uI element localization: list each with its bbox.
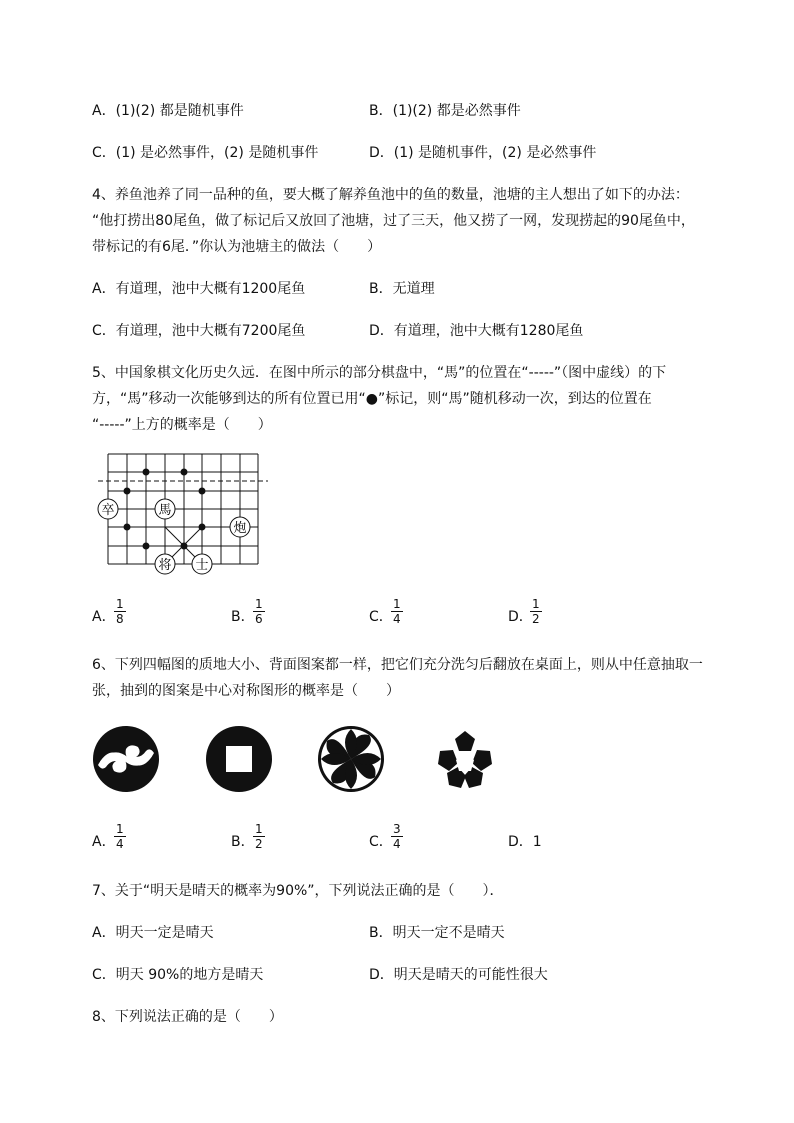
q5-option-a-fraction [114,597,126,626]
fraction-denominator: 4 [393,612,401,626]
pattern-figure-3-four-petals [317,725,385,793]
chess-board-figure [94,446,274,578]
q8-stem: 8、下列说法正确的是（ ） [92,1009,283,1025]
q3-option-c: C．(1) 是必然事件，(2) 是随机事件 [92,145,319,161]
q5-option-c-fraction [391,597,403,626]
q7-stem: 7、关于“明天是晴天的概率为90%”，下列说法正确的是（ ）． [92,883,504,899]
q6-option-b-label: B． [231,834,255,850]
fraction-denominator: 4 [393,837,401,851]
q4-option-b: B．无道理 [369,281,435,297]
piece-shi: 士 [195,558,209,573]
q3-option-a: A．(1)(2) 都是随机事件 [92,103,244,119]
q5-stem-line2: 方，“馬”移动一次能够到达的所有位置已用“●”标记，则“馬”随机移动一次，到达的位置在 [92,391,652,407]
q6-stem-line2: 张，抽到的图案是中心对称图形的概率是（ ） [92,683,400,699]
fraction-numerator: 1 [116,822,124,836]
q7-option-d: D．明天是晴天的可能性很大 [369,967,548,983]
fraction-numerator: 1 [393,597,401,611]
fraction-denominator: 2 [532,612,540,626]
q4-stem-line1: 4、养鱼池养了同一品种的鱼，要大概了解养鱼池中的鱼的数量，池塘的主人想出了如下的办法： [92,187,689,203]
q5-stem-line3: “-----”上方的概率是（ ） [92,417,272,433]
q4-option-a: A．有道理，池中大概有1200尾鱼 [92,281,306,297]
fraction-numerator: 1 [255,597,263,611]
fraction-numerator: 1 [255,822,263,836]
piece-zu: 卒 [101,503,115,518]
q5-option-a-label: A． [92,609,116,625]
q6-stem-line1: 6、下列四幅图的质地大小、背面图案都一样，把它们充分洗匀后翻放在桌面上，则从中任意抽取一 [92,657,703,673]
fraction-denominator: 6 [255,612,263,626]
q7-option-a: A．明天一定是晴天 [92,925,214,941]
q6-option-a-label: A． [92,834,116,850]
q7-option-c: C．明天 90%的地方是晴天 [92,967,264,983]
fraction-denominator: 2 [255,837,263,851]
pattern-figure-2-coin [205,725,273,793]
q7-option-b: B．明天一定不是晴天 [369,925,505,941]
fraction-denominator: 4 [116,837,124,851]
q4-option-c: C．有道理，池中大概有7200尾鱼 [92,323,306,339]
q5-option-c-label: C． [369,609,393,625]
piece-pao: 炮 [233,521,247,536]
piece-jiang: 将 [158,558,172,573]
q6-option-c-fraction [391,822,403,851]
fraction-numerator: 3 [393,822,401,836]
q5-option-b-fraction [253,597,265,626]
q3-option-d: D．(1) 是随机事件，(2) 是必然事件 [369,145,597,161]
q4-option-d: D．有道理，池中大概有1280尾鱼 [369,323,584,339]
q4-stem-line2: “他打捞出80尾鱼，做了标记后又放回了池塘，过了三天，他又捞了一网，发现捞起的90尾鱼中， [92,213,695,229]
q6-option-d-label: D．1 [508,834,542,850]
fraction-numerator: 1 [532,597,540,611]
q5-stem-line1: 5、中国象棋文化历史久远．在图中所示的部分棋盘中，“馬”的位置在“-----”（图中虚线）的下 [92,365,667,381]
q5-option-b-label: B． [231,609,255,625]
piece-ma: 馬 [158,503,172,518]
q5-option-d-label: D． [508,609,533,625]
q6-option-a-fraction [114,822,126,851]
fraction-numerator: 1 [116,597,124,611]
q6-option-c-label: C． [369,834,393,850]
q4-stem-line3: 带标记的有6尾．”你认为池塘主的做法（ ） [92,239,382,255]
q3-option-b: B．(1)(2) 都是必然事件 [369,103,521,119]
pattern-figure-4-pentagon-flower [432,727,498,793]
pattern-figure-1-yin-yang-like [92,725,160,793]
fraction-denominator: 8 [116,612,124,626]
q5-option-d-fraction [530,597,542,626]
q6-option-b-fraction [253,822,265,851]
